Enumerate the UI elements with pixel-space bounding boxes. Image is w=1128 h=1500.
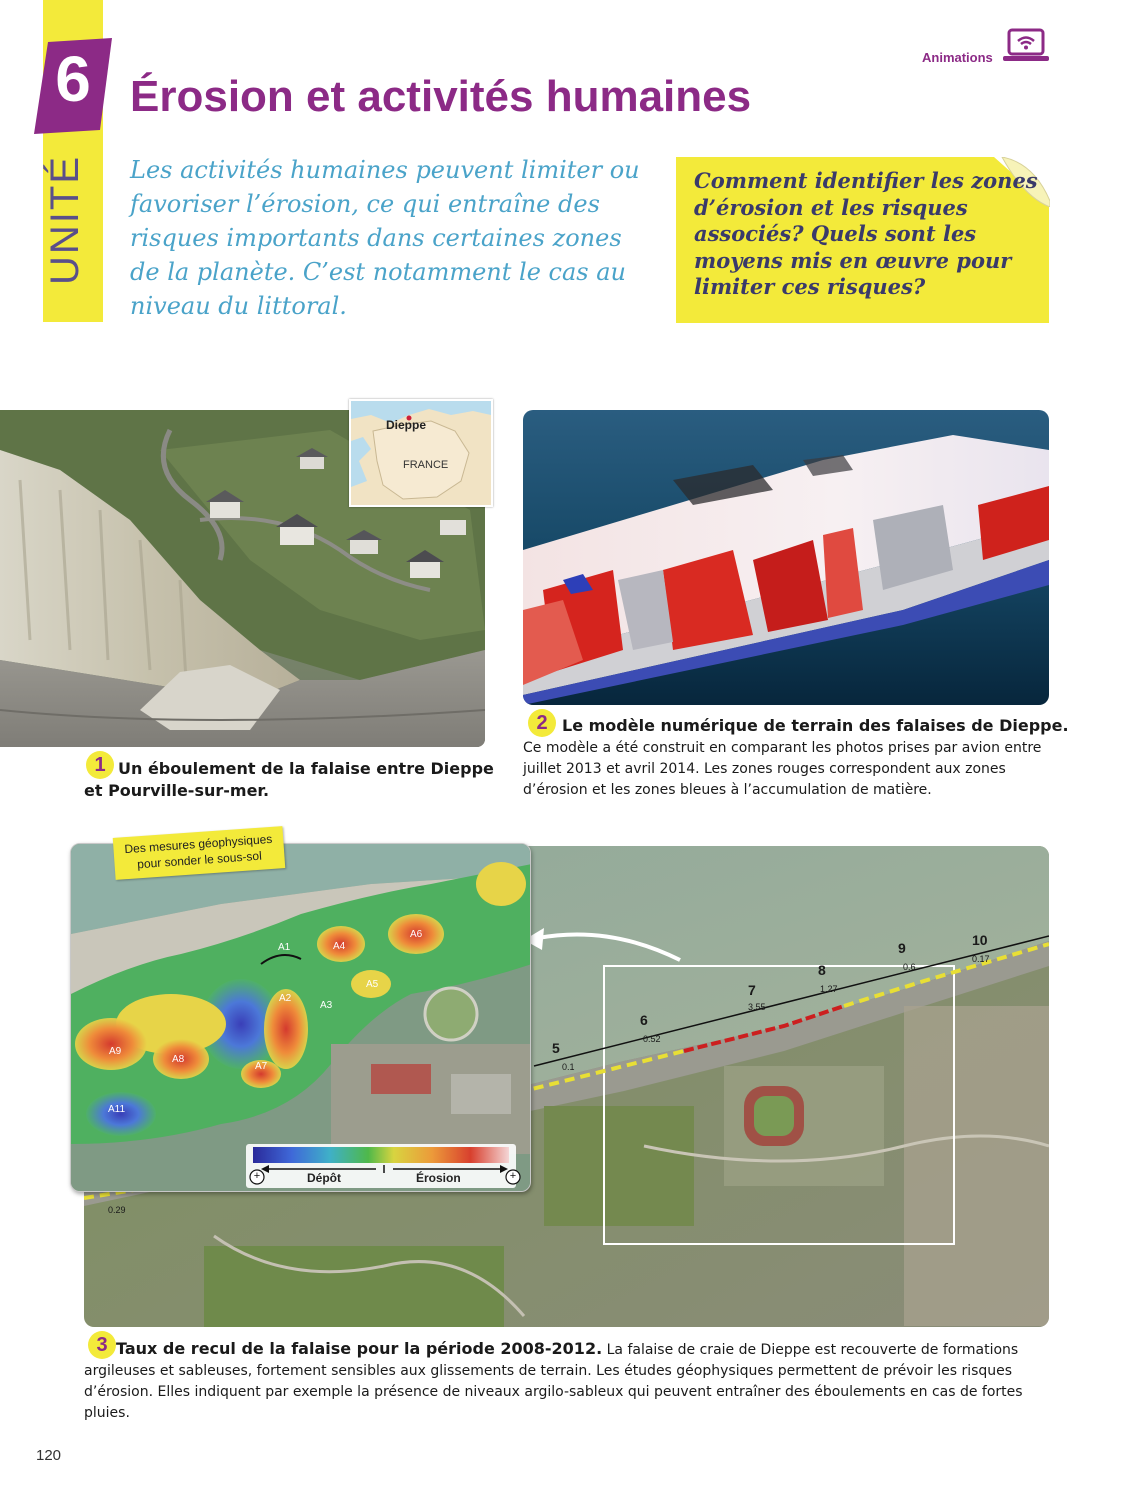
intro-text: Les activités humaines peuvent limiter ou favoriser l’érosion, ce qui entraîne des risques importants dans certaines zones de la planète. C’est notamment le cas au niveau du littoral.: [130, 156, 640, 320]
segment-6-rate: 0.52: [643, 1034, 661, 1044]
location-map: [349, 399, 493, 507]
figure-3-caption-body: La falaise de craie de Dieppe est recouverte de formations argileuses et sableuses, fortement sensibles aux glissements de terrain. Les études géophysiques permettent de prévoir les risques d’érosion. Elles indiquent par exemple la présence de niveaux argilo-sableux qui peuvent entraîner des éboulements en cas de fortes pluies.: [84, 1342, 1023, 1421]
zone-label: A2: [279, 993, 292, 1004]
zone-label: A3: [320, 1000, 333, 1011]
geophysics-map-inset: [70, 843, 531, 1192]
segment-5: 5: [552, 1040, 560, 1056]
zone-label: A7: [255, 1061, 268, 1072]
zone-label: A1: [278, 942, 291, 953]
geophysics-note: Des mesures géophysiques pour sonder le sous-sol: [113, 826, 286, 880]
legend-plus-right: +: [509, 1170, 517, 1182]
segment-7-rate: 3.55: [748, 1002, 766, 1012]
zone-label: A6: [410, 929, 423, 940]
figure-3-badge: 3: [88, 1331, 116, 1359]
legend-plus-left: +: [253, 1170, 261, 1182]
legend-erosion-label: Érosion: [416, 1171, 461, 1185]
map-country-label: FRANCE: [403, 459, 449, 471]
segment-10-rate: 0.17: [972, 954, 990, 964]
page-number: 120: [36, 1447, 62, 1464]
page-title: Érosion et activités humaines: [130, 72, 752, 121]
map-city-label: Dieppe: [386, 418, 427, 432]
figure-2-badge: 2: [528, 709, 556, 737]
segment-10: 10: [972, 932, 988, 948]
figure-2-caption-body: Ce modèle a été construit en comparant les photos prises par avion entre juillet 2013 et avril 2014. Les zones rouges correspondent aux zones d’érosion et les zones bleues à l’accumulation de matière.: [523, 740, 1042, 798]
terrain-model-image: [523, 410, 1049, 705]
zone-label: A9: [109, 1046, 122, 1057]
segment-9-rate: 0.6: [903, 962, 916, 972]
segment-5-rate: 0.1: [562, 1062, 575, 1072]
legend-depot-label: Dépôt: [307, 1171, 341, 1185]
animations-link[interactable]: Animations: [922, 50, 993, 65]
figure-1-caption: [84, 758, 504, 802]
figure-3-caption-title: Taux de recul de la falaise pour la période 2008-2012.: [116, 1339, 603, 1358]
figure-1-caption-text: Un éboulement de la falaise entre Dieppe et Pourville-sur-mer.: [84, 759, 494, 800]
zoom-arrow: [510, 920, 690, 970]
segment-6: 6: [640, 1012, 648, 1028]
figure-3-caption: [84, 1338, 1044, 1424]
segment-7: 7: [748, 982, 756, 998]
laptop-wifi-icon[interactable]: [1002, 28, 1050, 64]
segment-8: 8: [818, 962, 826, 978]
left-segment-rate: 0.29: [108, 1205, 126, 1215]
figure-2-caption-title: Le modèle numérique de terrain des falaises de Dieppe.: [562, 716, 1069, 735]
zone-label: A4: [333, 941, 346, 952]
segment-8-rate: 1.27: [820, 984, 838, 994]
zone-label: A8: [172, 1054, 185, 1065]
figure-1-badge: 1: [86, 751, 114, 779]
zone-label: A11: [108, 1104, 126, 1115]
unit-number: 6: [55, 43, 91, 115]
guiding-question: Comment identifier les zones d’érosion et les risques associés? Quels sont les moyens mis en œuvre pour limiter ces risques?: [694, 168, 1038, 299]
zone-label: A5: [366, 979, 379, 990]
unit-label: UNITÉ: [43, 155, 87, 285]
segment-9: 9: [898, 940, 906, 956]
